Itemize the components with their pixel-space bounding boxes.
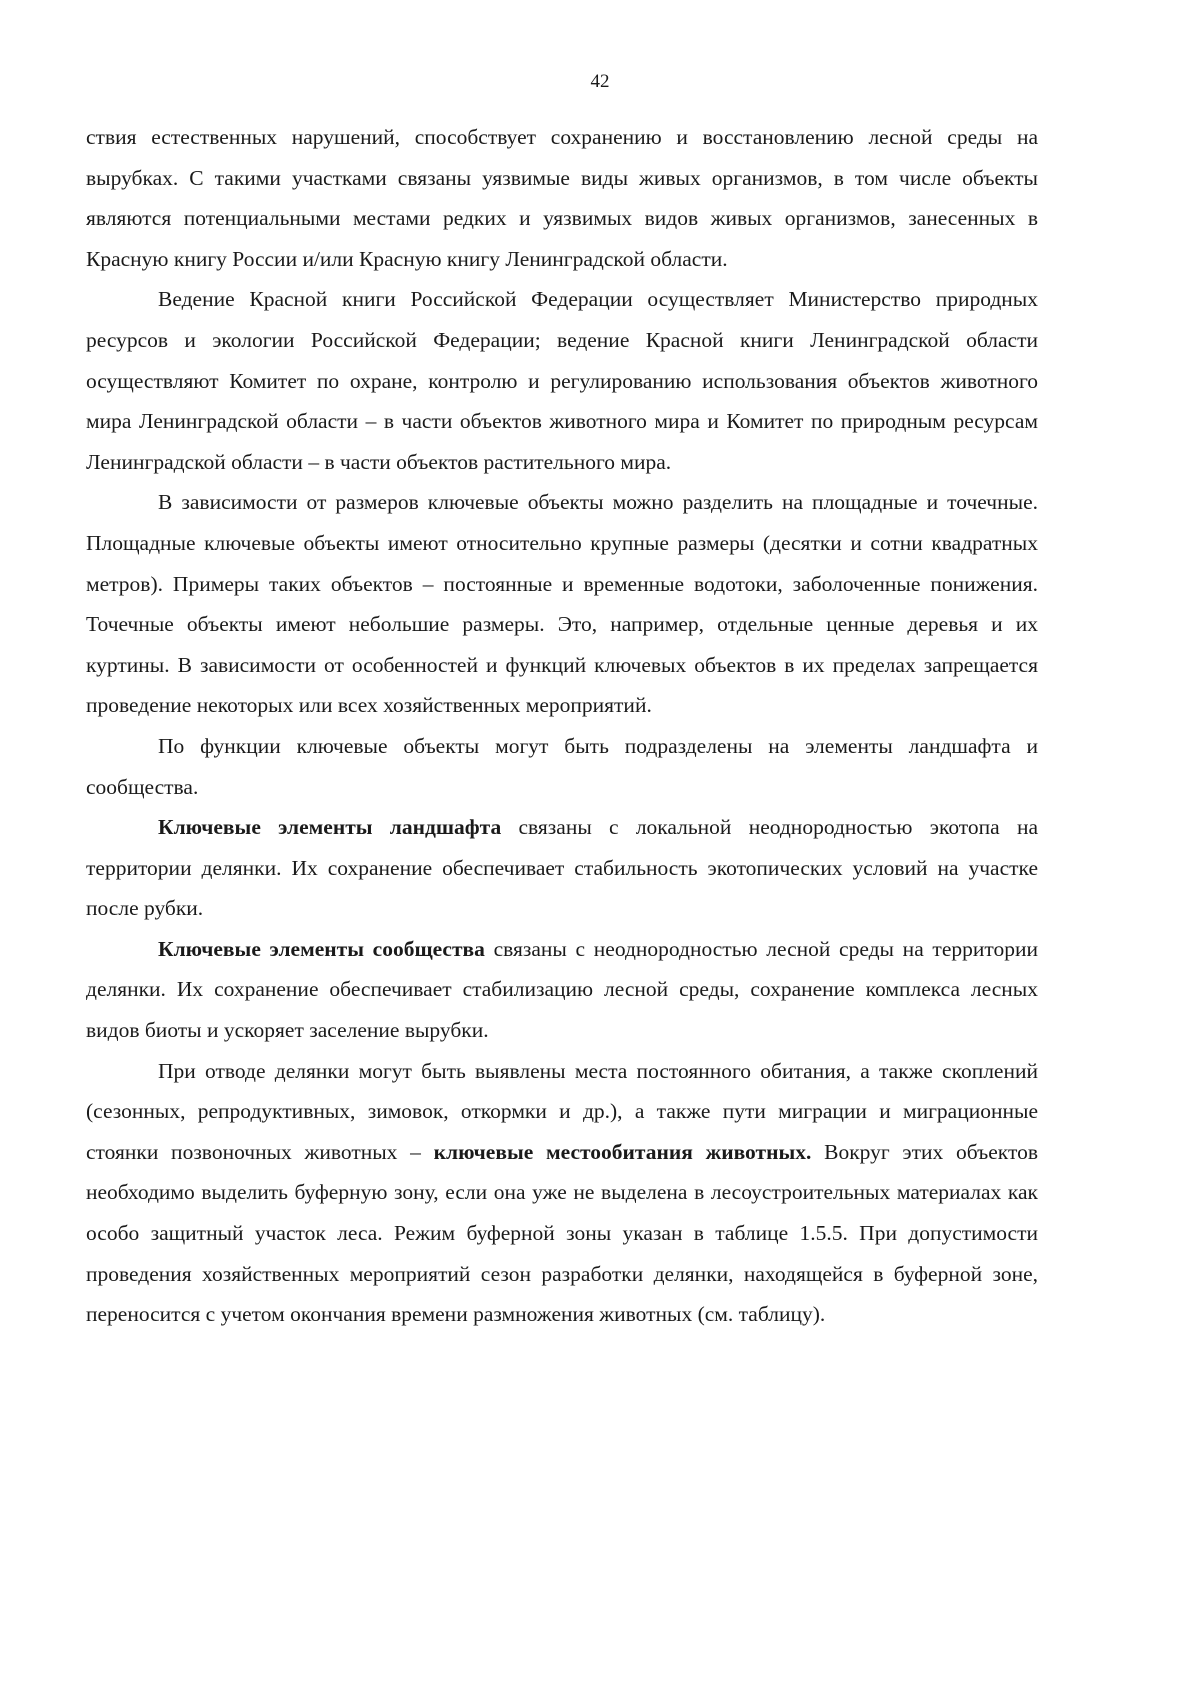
paragraph-text: ствия естественных нарушений, способствует сохранению и восстановлению лесной среды на вырубках. С такими участками связаны уязвимые виды живых организмов, в том числе объекты являются потенциальными местами редких и уязвимых видов живых организмов, занесенных в Красную книгу России и/или Красную книгу Ленинградской области. — [86, 125, 1038, 271]
paragraph-text: Вокруг этих объектов необходимо выделить буферную зону, если она уже не выделена в лесоустроительных материалах как особо защитный участок леса. Режим буферной зоны указан в таблице 1.5.5. При допустимости проведения хозяйственных мероприятий сезон разработки делянки, находящейся в буферной зоне, переносится с учетом окончания времени размножения животных (см. таблицу). — [86, 1139, 1038, 1327]
paragraph-text: В зависимости от размеров ключевые объекты можно разделить на площадные и точечные. Площадные ключевые объекты имеют относительно крупные размеры (десятки и сотни квадратных метров). Примеры таких объектов – постоянные и временные водотоки, заболоченные понижения. Точечные объекты имеют небольшие размеры. Это, например, отдельные ценные деревья и их куртины. В зависимости от особенностей и функций ключевых объектов в их пределах запрещается проведение некоторых или всех хозяйственных мероприятий. — [86, 490, 1038, 718]
page-number: 42 — [590, 71, 610, 92]
paragraph-5 — [86, 807, 1038, 929]
paragraph-text: связаны с неоднородностью лесной среды на территории делянки. Их сохранение обеспечивает стабилизацию лесной среды, сохранение комплекса лесных видов биоты и ускоряет заселение вырубки. — [86, 936, 1038, 1043]
bold-term: Ключевые элементы сообщества — [158, 936, 485, 961]
paragraph-6 — [86, 929, 1038, 1051]
paragraph-2 — [86, 279, 1038, 482]
paragraph-text: По функции ключевые объекты могут быть подразделены на элементы ландшафта и сообщества. — [86, 733, 1038, 799]
bold-term: ключевые местообитания животных. — [433, 1139, 812, 1164]
paragraph-text: связаны с локальной неоднородностью экотопа на территории делянки. Их сохранение обеспечивает стабильность экотопических условий на участке после рубки. — [86, 815, 1038, 921]
paragraph-4 — [86, 726, 1038, 807]
bold-term: Ключевые элементы ландшафта — [158, 815, 502, 840]
paragraph-1 — [86, 117, 1038, 279]
paragraph-lead-text: При отводе делянки могут быть выявлены места постоянного обитания, а также скоплений (сезонных, репродуктивных, зимовок, откормки и др.), а также пути миграции и миграционные стоянки позвоночных животных – — [86, 1058, 1038, 1164]
paragraph-text: Ведение Красной книги Российской Федерации осуществляет Министерство природных ресурсов и экологии Российской Федерации; ведение Красной книги Ленинградской области осуществляют Комитет по охране, контролю и регулированию использования объектов животного мира Ленинградской области – в части объектов животного мира и Комитет по природным ресурсам Ленинградской области – в части объектов растительного мира. — [86, 287, 1038, 474]
paragraph-3 — [86, 482, 1038, 726]
paragraph-7 — [86, 1051, 1038, 1335]
body-text — [86, 117, 1038, 1335]
